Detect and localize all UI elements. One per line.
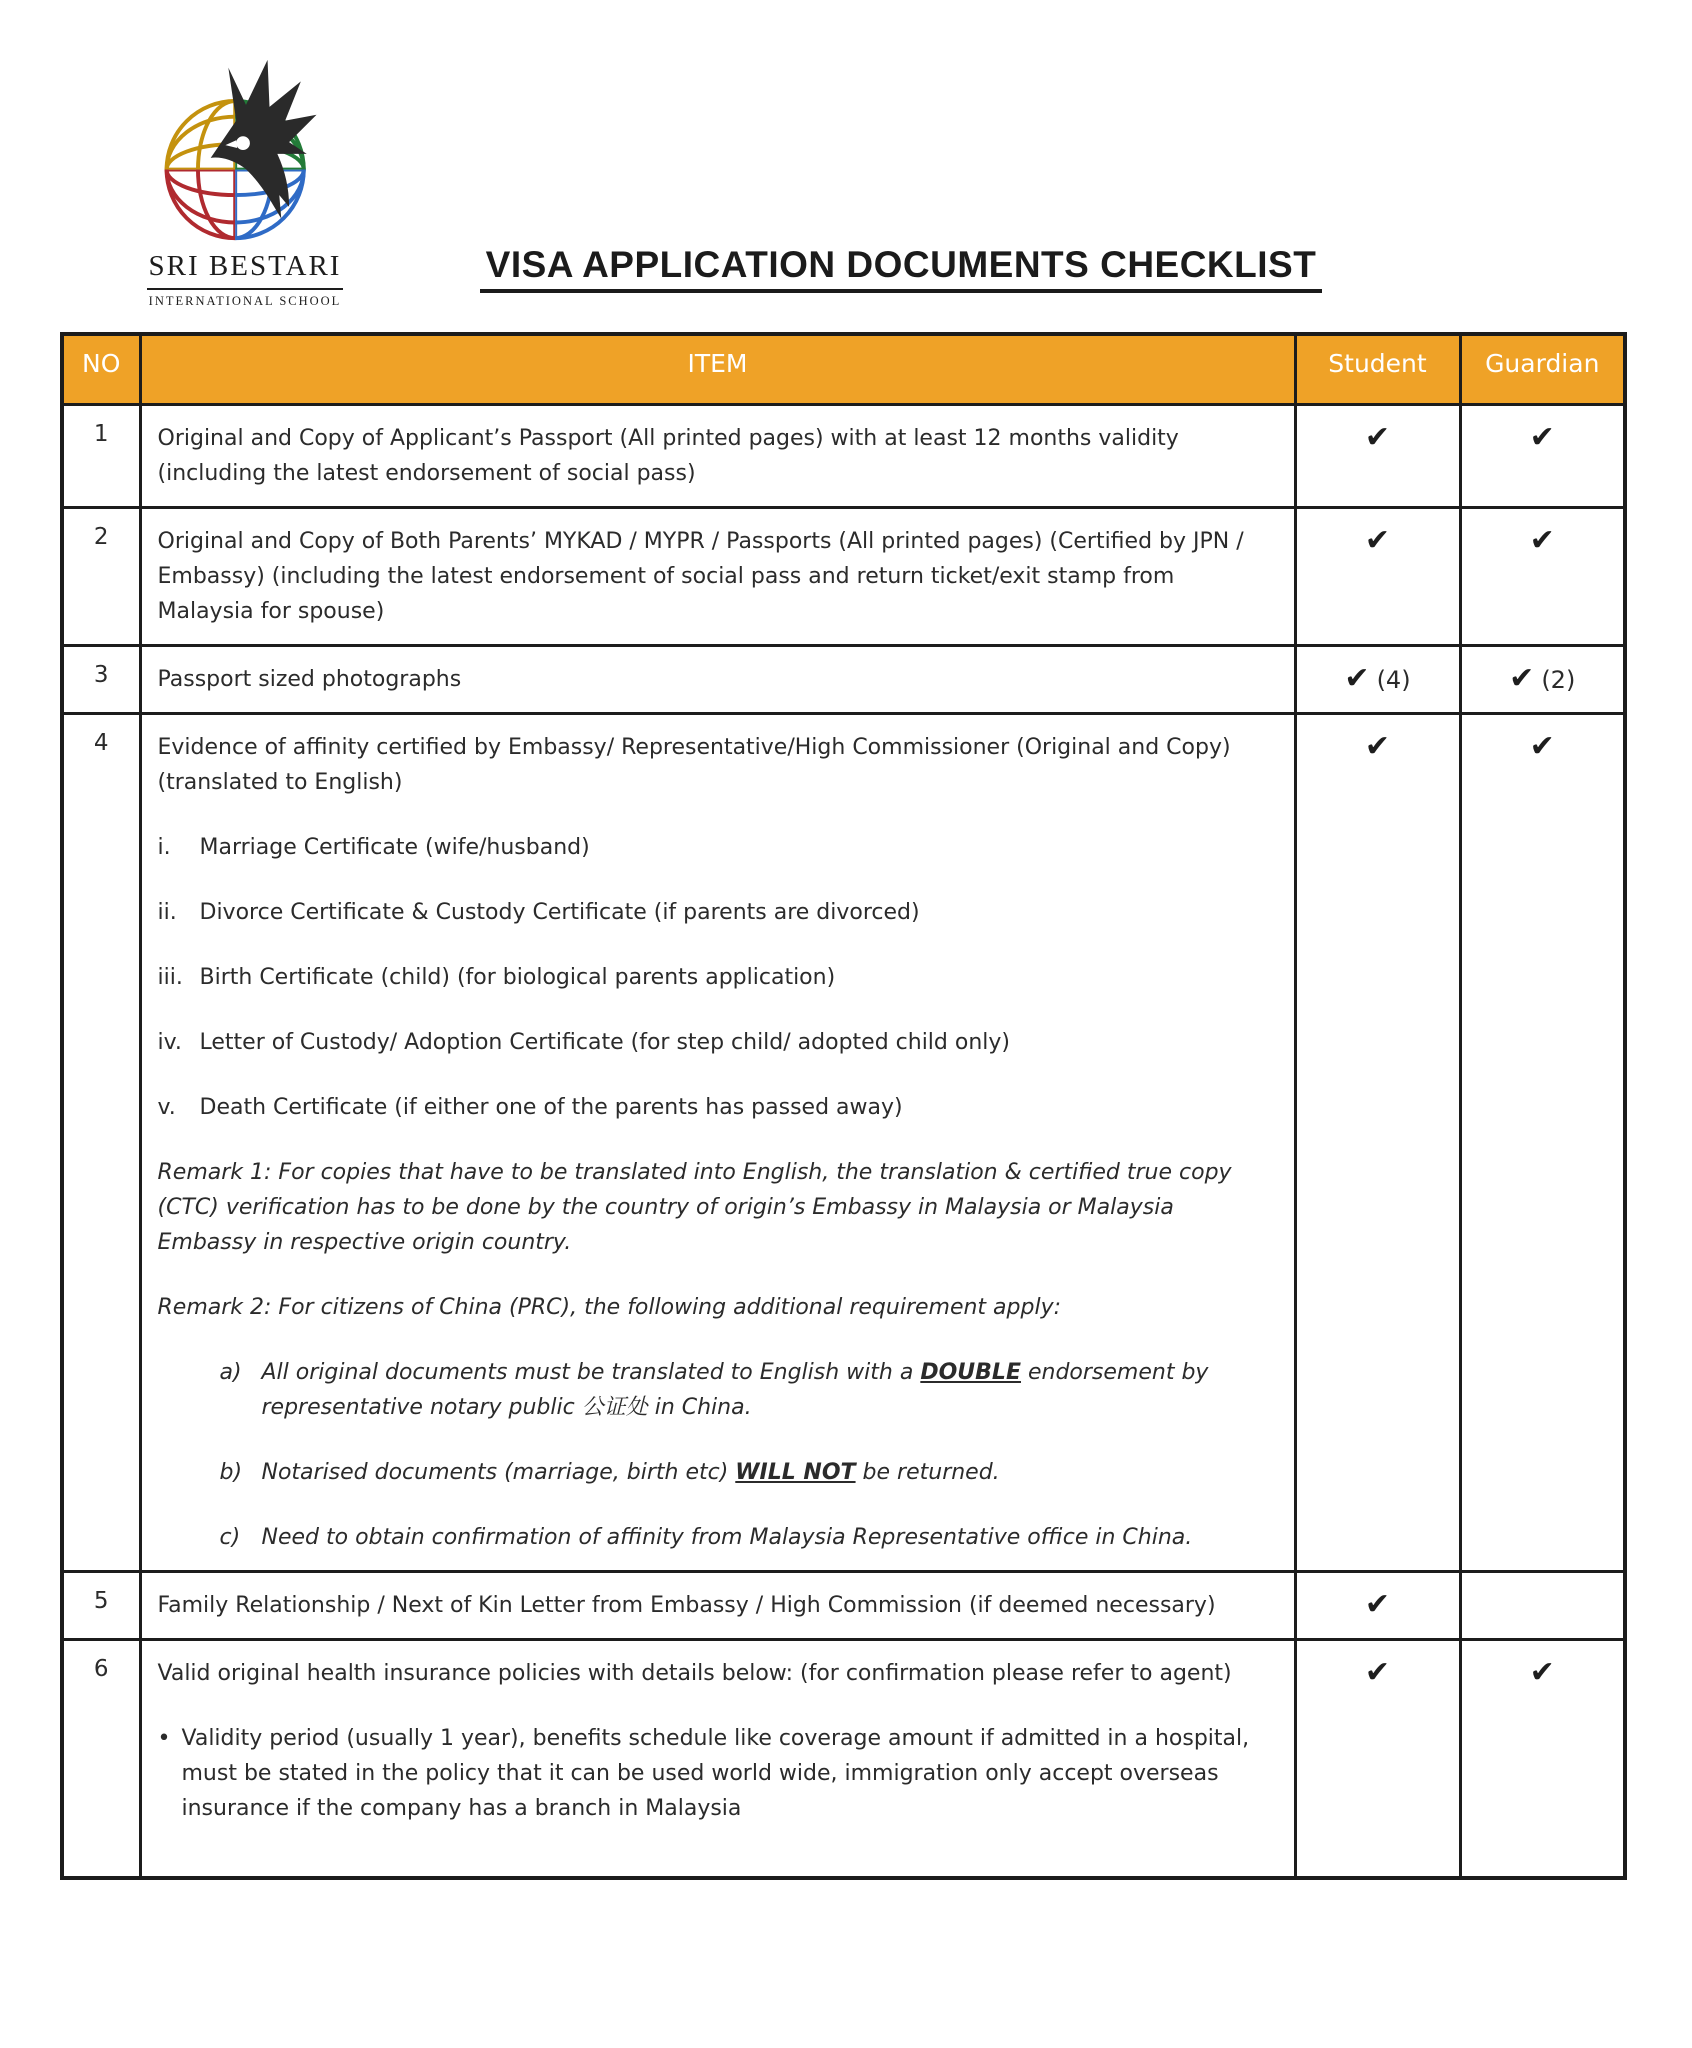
table-row xyxy=(62,1571,1625,1639)
guardian-check-cell xyxy=(1460,645,1625,713)
checkmark-icon: ✔ xyxy=(1364,1654,1391,1690)
item-bullet xyxy=(158,1721,1264,1826)
guardian-check-cell xyxy=(1460,713,1625,1571)
item-text: Death Certificate (if either one of the parents has passed away) xyxy=(199,1094,903,1120)
student-check-cell xyxy=(1295,645,1460,713)
item-text: Validity period (usually 1 year), benefits schedule like coverage amount if admitted in a hospital, must be stated in the policy that it can be used world wide, immigration only accept overseas insurance if the company has a branch in Malaysia xyxy=(181,1725,1250,1821)
text-segment: Notarised documents (marriage, birth etc) xyxy=(261,1459,736,1485)
guardian-check-cell xyxy=(1460,404,1625,507)
item-text: Passport sized photographs xyxy=(157,666,462,692)
item-roman-list-item xyxy=(158,830,1264,865)
check-count: (4) xyxy=(1376,665,1411,694)
emphasized-text: DOUBLE xyxy=(920,1359,1021,1385)
student-check-cell xyxy=(1295,1639,1460,1878)
checkmark-icon: ✔ xyxy=(1364,522,1391,558)
list-marker: i. xyxy=(157,834,171,860)
table-row xyxy=(62,507,1625,645)
item-roman-list-item xyxy=(158,895,1264,930)
item-text: Remark 2: For citizens of China (PRC), the following additional requirement apply: xyxy=(157,1294,1062,1320)
item-text: Family Relationship / Next of Kin Letter from Embassy / High Commission (if deemed necessary) xyxy=(157,1592,1216,1618)
list-marker: • xyxy=(157,1725,171,1751)
checkmark-icon: ✔ xyxy=(1529,728,1555,764)
item-remark xyxy=(158,1155,1264,1260)
list-marker: iii. xyxy=(157,964,183,990)
text-segment: be returned. xyxy=(855,1459,1000,1485)
item-remark xyxy=(158,1290,1264,1325)
table-row xyxy=(62,1639,1625,1878)
item-cell xyxy=(140,404,1295,507)
item-paragraph xyxy=(158,1588,1264,1623)
checkmark-icon: ✔ xyxy=(1529,1654,1555,1690)
text-segment: All original documents must be translated to English with a xyxy=(261,1359,921,1385)
table-header-row xyxy=(62,334,1625,404)
list-marker: b) xyxy=(219,1459,243,1485)
text-segment: endorsement by representative notary public 公证处 in China. xyxy=(261,1359,1209,1420)
item-paragraph xyxy=(158,662,1264,697)
item-text: Divorce Certificate & Custody Certificate (if parents are divorced) xyxy=(199,899,920,925)
item-cell xyxy=(140,1571,1295,1639)
item-cell xyxy=(140,645,1295,713)
row-number-cell: 3 xyxy=(62,645,140,713)
item-paragraph xyxy=(158,1656,1264,1691)
col-header-guardian: Guardian xyxy=(1460,334,1625,404)
checkmark-icon: ✔ xyxy=(1364,419,1391,455)
item-text: Letter of Custody/ Adoption Certificate (for step child/ adopted child only) xyxy=(199,1029,1010,1055)
student-check-cell xyxy=(1295,1571,1460,1639)
item-cell xyxy=(140,507,1295,645)
checkmark-icon: ✔ xyxy=(1509,660,1535,696)
item-paragraph xyxy=(158,730,1264,800)
list-marker: c) xyxy=(219,1524,241,1550)
emphasized-text: WILL NOT xyxy=(735,1459,856,1485)
list-marker: v. xyxy=(157,1094,176,1120)
checklist-table xyxy=(60,332,1627,1880)
row-number-cell: 5 xyxy=(62,1571,140,1639)
table-row xyxy=(62,713,1625,1571)
item-paragraph xyxy=(158,524,1264,629)
item-text: Remark 1: For copies that have to be translated into English, the translation & certified true copy (CTC) verification has to be done by the country of origin’s Embassy in Malaysia or Malaysia Embassy in respective origin country. xyxy=(157,1159,1232,1255)
item-text: Original and Copy of Both Parents’ MYKAD / MYPR / Passports (All printed pages) (Certified by JPN / Embassy) (including the latest endorsement of social pass and return ticket/exit stamp from Malaysia for spouse) xyxy=(157,528,1244,624)
table-row xyxy=(62,404,1625,507)
item-paragraph xyxy=(158,421,1264,491)
guardian-check-cell xyxy=(1460,1639,1625,1878)
col-header-no: NO xyxy=(62,334,140,404)
item-text: Marriage Certificate (wife/husband) xyxy=(199,834,590,860)
checkmark-icon: ✔ xyxy=(1529,419,1555,455)
item-roman-list-item xyxy=(158,960,1264,995)
item-cell xyxy=(140,1639,1295,1878)
list-marker: iv. xyxy=(157,1029,182,1055)
school-name: SRI BESTARI xyxy=(148,250,342,282)
table-row xyxy=(62,645,1625,713)
item-text xyxy=(262,1355,1264,1425)
row-number-cell: 4 xyxy=(62,713,140,1571)
page-title: VISA APPLICATION DOCUMENTS CHECKLIST xyxy=(480,244,1323,293)
item-text: Birth Certificate (child) (for biological parents application) xyxy=(199,964,836,990)
checkmark-icon: ✔ xyxy=(1529,522,1555,558)
item-text xyxy=(262,1520,1193,1555)
item-roman-list-item xyxy=(158,1025,1264,1060)
guardian-check-cell xyxy=(1460,1571,1625,1639)
item-alpha-list-item xyxy=(158,1355,1264,1425)
checkmark-icon: ✔ xyxy=(1364,1586,1391,1622)
col-header-student: Student xyxy=(1295,334,1460,404)
item-cell xyxy=(140,713,1295,1571)
item-text: Valid original health insurance policies with details below: (for confirmation please refer to agent) xyxy=(157,1660,1232,1686)
text-segment: Need to obtain confirmation of affinity from Malaysia Representative office in China. xyxy=(261,1524,1193,1550)
student-check-cell xyxy=(1295,713,1460,1571)
item-text: Original and Copy of Applicant’s Passport (All printed pages) with at least 12 months validity (including the latest endorsement of social pass) xyxy=(157,425,1179,486)
item-alpha-list-item xyxy=(158,1520,1264,1555)
checkmark-icon: ✔ xyxy=(1344,660,1370,696)
row-number-cell: 6 xyxy=(62,1639,140,1878)
item-text xyxy=(262,1455,1000,1490)
list-marker: a) xyxy=(219,1359,242,1385)
document-header xyxy=(0,0,1692,332)
student-check-cell xyxy=(1295,507,1460,645)
row-number-cell: 2 xyxy=(62,507,140,645)
item-roman-list-item xyxy=(158,1090,1264,1125)
school-subtitle: INTERNATIONAL SCHOOL xyxy=(148,294,342,308)
student-check-cell xyxy=(1295,404,1460,507)
school-logo-icon xyxy=(142,52,348,248)
item-text: Evidence of affinity certified by Embassy/ Representative/High Commissioner (Original and Copy) (translated to English) xyxy=(157,734,1231,795)
checkmark-icon: ✔ xyxy=(1364,728,1391,764)
checklist-body xyxy=(62,404,1625,1878)
guardian-check-cell xyxy=(1460,507,1625,645)
col-header-item: ITEM xyxy=(140,334,1295,404)
row-number-cell: 1 xyxy=(62,404,140,507)
check-count: (2) xyxy=(1541,665,1576,694)
item-alpha-list-item xyxy=(158,1455,1264,1490)
list-marker: ii. xyxy=(157,899,177,925)
